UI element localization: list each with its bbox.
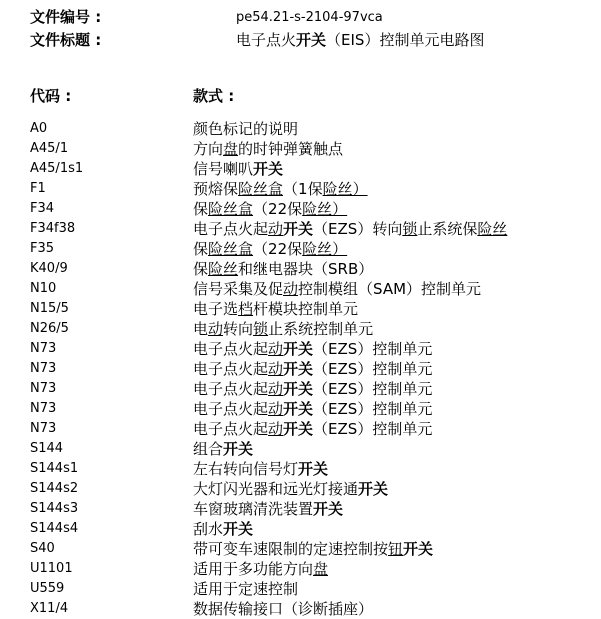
table-row: [30, 479, 507, 499]
text-segment: （EZS）转向: [313, 220, 403, 238]
table-row: [30, 259, 507, 279]
text-segment: 左右转向信号灯: [193, 460, 299, 478]
row-description: [193, 400, 432, 418]
table-row: [30, 439, 507, 459]
file-title-label: 文件标题 :: [30, 31, 102, 49]
text-segment: （EZS）控制单元: [313, 380, 433, 398]
file-number-value: pe54.21-s-2104-97vca: [236, 10, 383, 25]
table-row: [30, 179, 507, 199]
text-segment: （EZS）控制单元: [313, 420, 433, 438]
text-segment: 止系统控制单元: [268, 320, 374, 338]
row-description: [193, 280, 481, 298]
text-segment: 险丝盒: [208, 240, 254, 258]
text-segment: 电子点火: [236, 31, 297, 49]
text-segment: 开关: [223, 520, 254, 538]
text-segment: 保: [193, 200, 209, 218]
text-segment: 开关: [403, 540, 434, 558]
row-description: [193, 340, 432, 358]
text-segment: 开关: [283, 400, 314, 418]
column-headers: [30, 86, 234, 106]
row-code: N10: [30, 281, 57, 296]
table-row: [30, 559, 507, 579]
row-description: [193, 500, 343, 518]
row-code: X11/4: [30, 601, 69, 616]
text-segment: （EZS）控制单元: [313, 360, 433, 378]
row-code: N73: [30, 381, 57, 396]
table-row: [30, 599, 507, 619]
table-row: [30, 359, 507, 379]
text-segment: 动: [268, 220, 284, 238]
row-description: [193, 160, 283, 178]
text-segment: 保: [193, 260, 209, 278]
text-segment: 车窗玻璃清洗装置: [193, 500, 314, 518]
code-column-header: 代码 :: [30, 87, 72, 105]
text-segment: 开关: [313, 500, 344, 518]
text-segment: 动: [268, 380, 284, 398]
row-code: N73: [30, 361, 57, 376]
text-segment: 电: [193, 320, 209, 338]
row-code: F1: [30, 181, 46, 196]
row-description: [193, 460, 328, 478]
text-segment: 开关: [296, 31, 327, 49]
row-code: F34: [30, 201, 55, 216]
row-description: [193, 520, 253, 538]
row-description: [193, 120, 298, 138]
row-description: [193, 540, 433, 558]
row-code: A0: [30, 121, 48, 136]
text-segment: 险丝盒: [238, 180, 284, 198]
text-segment: 开关: [283, 360, 314, 378]
text-segment: 动: [283, 280, 299, 298]
text-segment: 杆模块控制单元: [253, 300, 359, 318]
table-row: [30, 279, 507, 299]
table-row: [30, 119, 507, 139]
text-segment: 适用于多功能方向: [193, 560, 314, 578]
text-segment: 盘: [313, 560, 329, 578]
text-segment: 险丝）: [302, 200, 348, 218]
text-segment: 预熔保: [193, 180, 239, 198]
text-segment: 信号喇叭: [193, 160, 254, 178]
text-segment: 险丝盒: [208, 200, 254, 218]
table-row: [30, 379, 507, 399]
row-description: [193, 140, 343, 158]
text-segment: 开关: [298, 460, 329, 478]
row-description: [193, 300, 358, 318]
file-number-label: 文件编号 :: [30, 8, 102, 26]
row-code: A45/1: [30, 141, 69, 156]
table-row: [30, 419, 507, 439]
text-segment: 开关: [283, 380, 314, 398]
row-code: A45/1s1: [30, 161, 84, 176]
row-description: [193, 580, 298, 598]
text-segment: 电子点火起: [193, 400, 269, 418]
text-segment: 电子点火起: [193, 380, 269, 398]
table-row: [30, 319, 507, 339]
text-segment: （EIS）控制单元电路图: [326, 31, 485, 49]
text-segment: 电子点火起: [193, 360, 269, 378]
text-segment: 动: [268, 400, 284, 418]
text-segment: 保: [193, 240, 209, 258]
row-code: F34f38: [30, 221, 76, 236]
text-segment: 刮水: [193, 520, 224, 538]
text-segment: 数据传输接口（诊断插座）: [193, 600, 374, 618]
table-row: [30, 299, 507, 319]
table-row: [30, 399, 507, 419]
table-row: [30, 139, 507, 159]
text-segment: 险丝）: [322, 180, 368, 198]
text-segment: 险丝: [208, 260, 239, 278]
text-segment: 险丝）: [302, 240, 348, 258]
style-column-header: 款式 :: [193, 87, 235, 105]
table-row: [30, 579, 507, 599]
text-segment: 大灯闪光器和远光灯接通: [193, 480, 359, 498]
text-segment: 开关: [223, 440, 254, 458]
text-segment: 带可变车速限制的定速控制按: [193, 540, 389, 558]
row-description: [193, 260, 373, 278]
table-row: [30, 159, 507, 179]
row-code: S144s1: [30, 461, 79, 476]
text-segment: 信号采集及促: [193, 280, 284, 298]
table-row: [30, 519, 507, 539]
text-segment: 动: [268, 360, 284, 378]
table-row: [30, 539, 507, 559]
row-description: [193, 240, 347, 258]
row-description: [193, 360, 432, 378]
file-number-row: [30, 6, 484, 29]
text-segment: 电子选: [193, 300, 239, 318]
file-title-row: [30, 29, 484, 52]
table-row: [30, 239, 507, 259]
text-segment: 颜色标记的说明: [193, 120, 299, 138]
row-description: [193, 420, 432, 438]
row-code: N26/5: [30, 321, 69, 336]
text-segment: 开关: [253, 160, 284, 178]
row-description: [193, 440, 253, 458]
row-code: S144s3: [30, 501, 79, 516]
text-segment: （1保: [283, 180, 323, 198]
text-segment: 和继电器块（SRB）: [238, 260, 374, 278]
text-segment: 动: [268, 340, 284, 358]
text-segment: 止系统保: [417, 220, 478, 238]
row-code: N73: [30, 341, 57, 356]
text-segment: 电子点火起: [193, 420, 269, 438]
text-segment: 开关: [283, 420, 314, 438]
table-row: [30, 339, 507, 359]
text-segment: 控制模组（SAM）控制单元: [298, 280, 482, 298]
text-segment: 开关: [283, 220, 314, 238]
file-title-value: [236, 31, 484, 49]
row-description: [193, 320, 373, 338]
row-code: F35: [30, 241, 55, 256]
text-segment: 的时钟弹簧触点: [238, 140, 344, 158]
row-code: N73: [30, 421, 57, 436]
table-row: [30, 459, 507, 479]
text-segment: 动: [208, 320, 224, 338]
text-segment: 电子点火起: [193, 340, 269, 358]
text-segment: （EZS）控制单元: [313, 340, 433, 358]
row-code: S144s2: [30, 481, 79, 496]
text-segment: 险丝: [477, 220, 508, 238]
text-segment: 电子点火起: [193, 220, 269, 238]
text-segment: 方向: [193, 140, 224, 158]
row-code: S144s4: [30, 521, 79, 536]
text-segment: 动: [268, 420, 284, 438]
row-code: S40: [30, 541, 55, 556]
table-row: [30, 199, 507, 219]
row-description: [193, 560, 328, 578]
row-code: N15/5: [30, 301, 69, 316]
text-segment: 盘: [223, 140, 239, 158]
row-description: [193, 200, 347, 218]
text-segment: （EZS）控制单元: [313, 400, 433, 418]
text-segment: 组合: [193, 440, 224, 458]
row-description: [193, 220, 507, 238]
table-row: [30, 219, 507, 239]
row-description: [193, 380, 432, 398]
row-description: [193, 180, 368, 198]
legend-table: [30, 119, 507, 619]
row-description: [193, 480, 388, 498]
row-code: U1101: [30, 561, 73, 576]
document-header: [30, 6, 484, 52]
text-segment: 锁: [402, 220, 418, 238]
text-segment: 档: [238, 300, 254, 318]
text-segment: 适用于定速控制: [193, 580, 299, 598]
text-segment: （22保: [253, 240, 303, 258]
text-segment: 转向: [223, 320, 254, 338]
text-segment: 开关: [283, 340, 314, 358]
row-code: S144: [30, 441, 64, 456]
row-code: K40/9: [30, 261, 68, 276]
text-segment: （22保: [253, 200, 303, 218]
row-code: U559: [30, 581, 65, 596]
table-row: [30, 499, 507, 519]
text-segment: 开关: [358, 480, 389, 498]
text-segment: 锁: [253, 320, 269, 338]
text-segment: 钮: [388, 540, 404, 558]
row-code: N73: [30, 401, 57, 416]
